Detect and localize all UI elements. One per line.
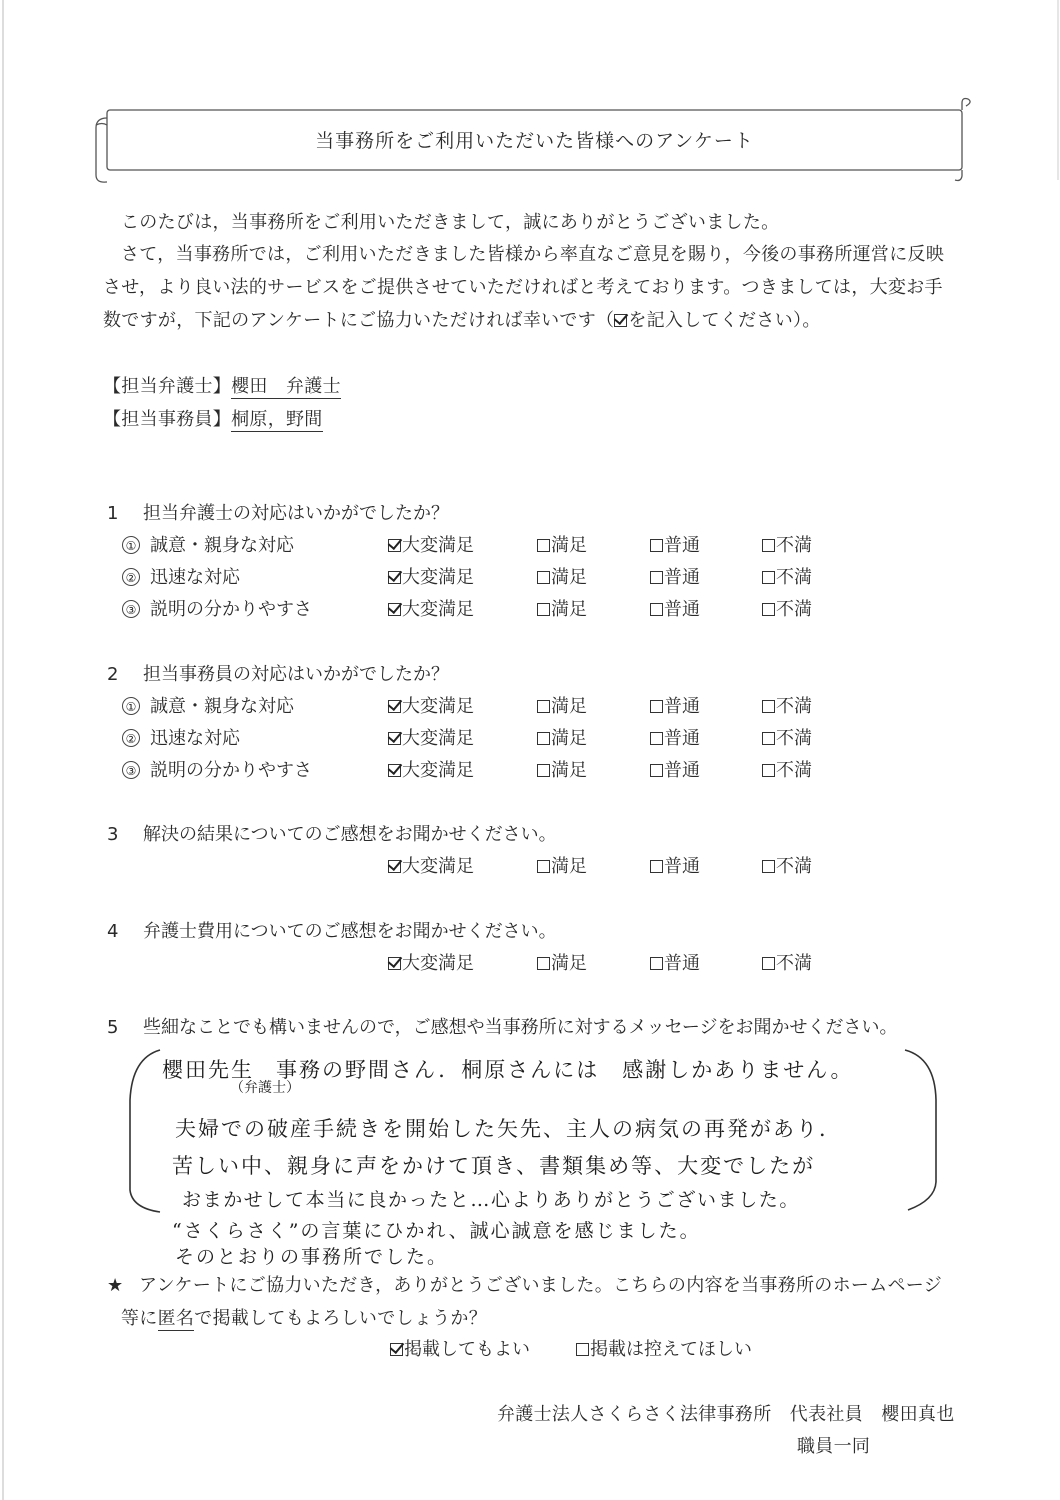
q2-item-1-option-3[interactable]: [650, 692, 700, 718]
q2-item-3-checkbox-3[interactable]: [650, 764, 663, 777]
hand-line-1a: 櫻田先生: [162, 1058, 254, 1082]
q2-item-3-option-2[interactable]: [537, 756, 587, 782]
clerk-value: 桐原，野間: [231, 409, 323, 430]
q2-item-2-option-1[interactable]: [388, 724, 474, 750]
q2-item-mark: ②: [122, 729, 140, 747]
q1-item-mark: ①: [122, 536, 140, 554]
q1-item-label: 説明の分かりやすさ: [150, 599, 312, 620]
q1-item-1-checkbox-2[interactable]: [537, 539, 550, 552]
hand-line-3: 苦しい中、親身に声をかけて頂き、書類集め等、大変でしたが: [172, 1154, 816, 1178]
q2-item-2-checkbox-2[interactable]: [537, 732, 550, 745]
q4-option-3[interactable]: [650, 949, 700, 975]
q2-item-mark: ①: [122, 697, 140, 715]
lawyer-row: [103, 372, 341, 398]
q3-checkbox-2[interactable]: [537, 860, 550, 873]
intro-line-4: [103, 306, 821, 332]
q3-option-4[interactable]: [762, 852, 812, 878]
q3-checkbox-1[interactable]: [388, 860, 401, 873]
hand-line-5: “さくらさく”の言葉にひかれ、誠心誠意を感じました。: [172, 1220, 701, 1242]
q1-item-3-option-label-3: 普通: [664, 599, 700, 620]
q2-item-3-option-label-3: 普通: [664, 760, 700, 781]
q1-item-1-option-label-4: 不満: [776, 535, 812, 556]
hand-line-1b: 事務の野間さん．桐原さんには 感謝しかありません。: [276, 1058, 854, 1082]
q2-item-2-option-label-3: 普通: [664, 728, 700, 749]
q4-option-label-3: 普通: [664, 953, 700, 974]
q4-option-4[interactable]: [762, 949, 812, 975]
closing-text-1: アンケートにご協力いただき，ありがとうございました。こちらの内容を当事務所のホームページ: [139, 1275, 943, 1296]
q4-option-label-2: 満足: [551, 953, 587, 974]
q2-item-1-option-2[interactable]: [537, 692, 587, 718]
q2-item-3-option-label-2: 満足: [551, 760, 587, 781]
q4-row: [107, 917, 557, 943]
lawyer-label: 【担当弁護士】: [103, 376, 232, 397]
q1-item-1-option-3[interactable]: [650, 531, 700, 557]
closing-text-2b: で掲載してもよろしいでしょうか？: [194, 1308, 488, 1329]
q1-item-1-checkbox-1[interactable]: [388, 539, 401, 552]
publish-yes-checkbox[interactable]: [390, 1343, 403, 1356]
closing-line-1: [107, 1271, 942, 1297]
intro-line-4-end: を記入してください）。: [628, 310, 821, 331]
q1-item-3-checkbox-3[interactable]: [650, 603, 663, 616]
q3-option-label-3: 普通: [664, 856, 700, 877]
q1-item-mark: ③: [122, 600, 140, 618]
q4-checkbox-2[interactable]: [537, 957, 550, 970]
q2-item-1-checkbox-2[interactable]: [537, 700, 550, 713]
hand-line-1-sub: （弁護士）: [230, 1080, 300, 1096]
q1-item-2: [122, 563, 240, 589]
q5-row: [107, 1013, 898, 1039]
lawyer-value: 櫻田 弁護士: [231, 376, 341, 397]
closing-text-2u: 匿名: [157, 1308, 195, 1329]
publish-yes-label: 掲載してもよい: [404, 1339, 530, 1360]
hand-line-4: おまかせして本当に良かったと…心よりありがとうございました。: [182, 1189, 801, 1211]
q4-number: 4: [107, 921, 119, 942]
q1-title: 担当弁護士の対応はいかがでしたか？: [143, 503, 449, 524]
clerk-label: 【担当事務員】: [103, 409, 232, 430]
q1-item-3-option-3[interactable]: [650, 595, 700, 621]
q3-row: [107, 820, 557, 846]
q1-item-label: 迅速な対応: [150, 567, 240, 588]
q3-option-label-2: 満足: [551, 856, 587, 877]
q3-checkbox-3[interactable]: [650, 860, 663, 873]
q2-item-2-option-label-1: 大変満足: [402, 728, 474, 749]
q1-item-2-checkbox-2[interactable]: [537, 571, 550, 584]
q2-title: 担当事務員の対応はいかがでしたか？: [143, 664, 449, 685]
survey-title: 当事務所をご利用いただいた皆様へのアンケート: [315, 130, 754, 152]
q2-number: 2: [107, 664, 119, 685]
sample-checkbox-icon: [614, 314, 627, 327]
star-icon: ★: [107, 1275, 124, 1296]
q1-row: [107, 499, 449, 525]
q1-item-3-option-label-1: 大変満足: [402, 599, 474, 620]
q4-checkbox-3[interactable]: [650, 957, 663, 970]
q1-item-2-option-label-1: 大変満足: [402, 567, 474, 588]
q2-item-1-checkbox-3[interactable]: [650, 700, 663, 713]
signature-staff: 職員一同: [797, 1436, 871, 1457]
q1-item-1-option-label-2: 満足: [551, 535, 587, 556]
q1-item-1-checkbox-4[interactable]: [762, 539, 775, 552]
q2-item-1-option-label-4: 不満: [776, 696, 812, 717]
q2-item-1-option-label-2: 満足: [551, 696, 587, 717]
q2-item-2-option-2[interactable]: [537, 724, 587, 750]
q2-item-2-option-label-4: 不満: [776, 728, 812, 749]
q2-item-2-option-3[interactable]: [650, 724, 700, 750]
clerk-row: [103, 405, 323, 431]
q2-item-1-option-1[interactable]: [388, 692, 474, 718]
q2-item-label: 誠意・親身な対応: [150, 696, 294, 717]
q2-item-1-checkbox-1[interactable]: [388, 700, 401, 713]
q1-item-2-option-label-4: 不満: [776, 567, 812, 588]
q2-item-mark: ③: [122, 761, 140, 779]
q1-item-1-option-2[interactable]: [537, 531, 587, 557]
q1-item-2-option-label-2: 満足: [551, 567, 587, 588]
q1-item-3-option-label-2: 満足: [551, 599, 587, 620]
q2-item-2-checkbox-1[interactable]: [388, 732, 401, 745]
q1-number: 1: [107, 503, 119, 524]
q1-item-3-checkbox-2[interactable]: [537, 603, 550, 616]
q3-option-label-1: 大変満足: [402, 856, 474, 877]
q2-item-1-option-4[interactable]: [762, 692, 812, 718]
q3-checkbox-4[interactable]: [762, 860, 775, 873]
q2-item-1: [122, 692, 294, 718]
q2-item-3-checkbox-1[interactable]: [388, 764, 401, 777]
q4-option-label-1: 大変満足: [402, 953, 474, 974]
q1-item-2-option-1[interactable]: [388, 563, 474, 589]
q2-item-label: 説明の分かりやすさ: [150, 760, 312, 781]
q1-item-2-checkbox-1[interactable]: [388, 571, 401, 584]
closing-text-2a: 等に: [121, 1308, 158, 1329]
q1-item-2-option-2[interactable]: [537, 563, 587, 589]
q4-option-label-4: 不満: [776, 953, 812, 974]
hand-line-6: そのとおりの事務所でした。: [175, 1246, 449, 1268]
q4-checkbox-4[interactable]: [762, 957, 775, 970]
intro-line-3: させ，より良い法的サービスをご提供させていただければと考えております。つきましては，大変お手: [103, 277, 943, 298]
q4-option-2[interactable]: [537, 949, 587, 975]
q1-item-3-checkbox-1[interactable]: [388, 603, 401, 616]
q1-item-mark: ②: [122, 568, 140, 586]
q1-item-2-option-label-3: 普通: [664, 567, 700, 588]
q3-number: 3: [107, 824, 119, 845]
publish-no-label: 掲載は控えてほしい: [590, 1339, 752, 1360]
intro-line-2: さて，当事務所では，ご利用いただきました皆様から率直なご意見を賜り，今後の事務所運営に反映: [121, 244, 945, 265]
q2-item-3-checkbox-4[interactable]: [762, 764, 775, 777]
q1-item-3-option-label-4: 不満: [776, 599, 812, 620]
q2-item-3-option-3[interactable]: [650, 756, 700, 782]
q1-item-1-option-label-3: 普通: [664, 535, 700, 556]
q1-item-2-option-3[interactable]: [650, 563, 700, 589]
q1-item-label: 誠意・親身な対応: [150, 535, 294, 556]
q2-item-3-option-1[interactable]: [388, 756, 474, 782]
q3-title: 解決の結果についてのご感想をお聞かせください。: [143, 824, 557, 845]
q2-item-1-checkbox-4[interactable]: [762, 700, 775, 713]
intro-line-4-start: 数ですが，下記のアンケートにご協力いただければ幸いです（: [103, 310, 615, 331]
q4-title: 弁護士費用についてのご感想をお聞かせください。: [143, 921, 557, 942]
q2-item-label: 迅速な対応: [150, 728, 240, 749]
q1-item-1-option-4[interactable]: [762, 531, 812, 557]
q2-item-3: [122, 756, 312, 782]
q1-item-1-option-label-1: 大変満足: [402, 535, 474, 556]
publish-no-checkbox[interactable]: [576, 1343, 589, 1356]
q2-item-2: [122, 724, 240, 750]
q2-item-2-option-4[interactable]: [762, 724, 812, 750]
q3-option-2[interactable]: [537, 852, 587, 878]
q2-item-3-checkbox-2[interactable]: [537, 764, 550, 777]
closing-line-2: [121, 1304, 487, 1330]
q1-item-2-checkbox-4[interactable]: [762, 571, 775, 584]
q1-item-1-checkbox-3[interactable]: [650, 539, 663, 552]
q3-option-1[interactable]: [388, 852, 474, 878]
q5-number: 5: [107, 1017, 119, 1038]
q1-item-1-option-1[interactable]: [388, 531, 474, 557]
q1-item-3: [122, 595, 312, 621]
publish-no[interactable]: [576, 1335, 752, 1361]
q1-item-2-checkbox-3[interactable]: [650, 571, 663, 584]
q3-option-3[interactable]: [650, 852, 700, 878]
q1-item-3-checkbox-4[interactable]: [762, 603, 775, 616]
q5-title: 些細なことでも構いませんので，ご感想や当事務所に対するメッセージをお聞かせください。: [143, 1017, 898, 1038]
q2-item-3-option-label-1: 大変満足: [402, 760, 474, 781]
q1-item-3-option-2[interactable]: [537, 595, 587, 621]
q2-item-2-checkbox-3[interactable]: [650, 732, 663, 745]
publish-yes[interactable]: [390, 1335, 530, 1361]
q3-option-label-4: 不満: [776, 856, 812, 877]
q2-item-2-option-label-2: 満足: [551, 728, 587, 749]
q2-item-1-option-label-3: 普通: [664, 696, 700, 717]
q1-item-2-option-4[interactable]: [762, 563, 812, 589]
q2-row: [107, 660, 449, 686]
q2-item-3-option-label-4: 不満: [776, 760, 812, 781]
q1-item-3-option-1[interactable]: [388, 595, 474, 621]
q2-item-3-option-4[interactable]: [762, 756, 812, 782]
q1-item-3-option-4[interactable]: [762, 595, 812, 621]
hand-line-2: 夫婦での破産手続きを開始した矢先、主人の病気の再発があり．: [175, 1117, 842, 1141]
q4-checkbox-1[interactable]: [388, 957, 401, 970]
q4-option-1[interactable]: [388, 949, 474, 975]
q2-item-2-checkbox-4[interactable]: [762, 732, 775, 745]
signature-firm: 弁護士法人さくらさく法律事務所 代表社員 櫻田真也: [497, 1404, 955, 1425]
intro-line-1: このたびは，当事務所をご利用いただきまして，誠にありがとうございました。: [121, 212, 780, 233]
q2-item-1-option-label-1: 大変満足: [402, 696, 474, 717]
q1-item-1: [122, 531, 294, 557]
